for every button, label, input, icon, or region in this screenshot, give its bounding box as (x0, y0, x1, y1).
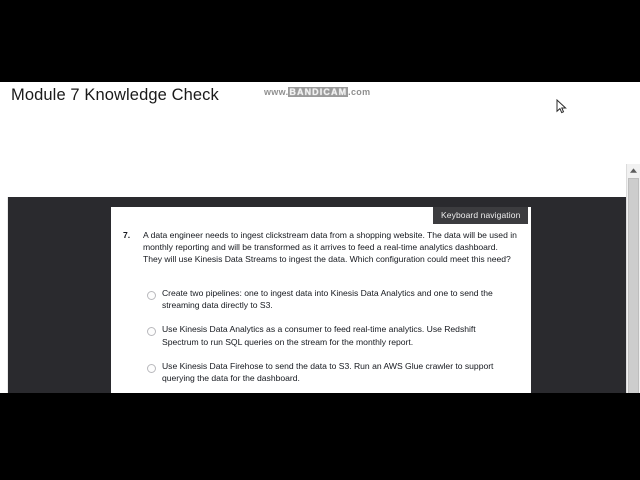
keyboard-navigation-button[interactable]: Keyboard navigation (433, 207, 528, 224)
answer-option-b[interactable] (147, 323, 513, 347)
question-text: A data engineer needs to ingest clickstream data from a shopping website. The data will be used in monthly reporting and will be transformed as it arrives to feed a real-time analytics dashboard. They will use Kinesis Data Streams to ingest the data. Which configuration could meet this need? (143, 230, 517, 265)
answer-option-label: Create two pipelines: one to ingest data into Kinesis Data Analytics and one to send the streaming data directly to S3. (162, 288, 493, 311)
question-block (111, 229, 531, 266)
letterbox-bottom-bar (0, 393, 640, 480)
letterbox-top-bar (0, 0, 640, 82)
answer-option-a[interactable] (147, 287, 513, 311)
page-title: Module 7 Knowledge Check (11, 86, 219, 104)
radio-button-icon[interactable] (147, 364, 156, 373)
answer-option-c[interactable] (147, 360, 513, 384)
question-number: 7. (123, 229, 131, 240)
answer-option-label: Use Kinesis Data Analytics as a consumer to feed real-time analytics. Use Redshift Spectrum to run SQL queries on the stream for the monthly report. (162, 324, 476, 347)
radio-button-icon[interactable] (147, 327, 156, 336)
bandicam-watermark (264, 87, 370, 97)
watermark-prefix: www. (264, 87, 289, 97)
application-viewport (0, 82, 640, 393)
caret-up-icon[interactable] (627, 164, 640, 177)
radio-button-icon[interactable] (147, 291, 156, 300)
mouse-cursor-icon (556, 99, 568, 115)
answer-option-label: Use Kinesis Data Firehose to send the data to S3. Run an AWS Glue crawler to support querying the data for the dashboard. (162, 360, 494, 384)
watermark-brand: BANDICAM (289, 87, 348, 97)
watermark-suffix: .com (348, 87, 371, 97)
